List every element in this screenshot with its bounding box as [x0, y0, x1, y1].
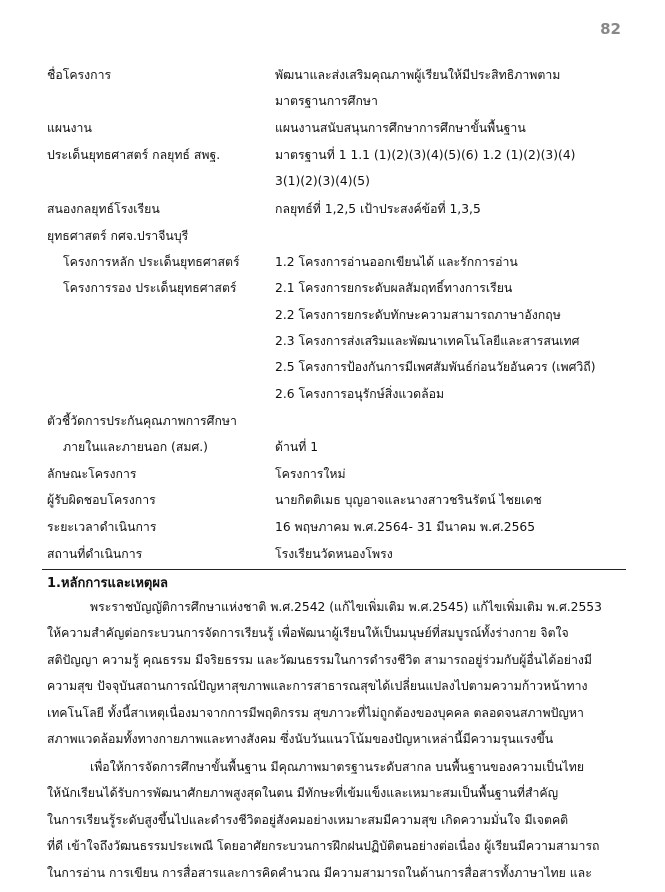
- paragraph-line: ที่ดี เข้าใจถึงวัฒนธรรมประเพณี โดยอาศัยกระบวนการฝึกฝนปฏิบัติตนอย่างต่อเนื่อง ผู้เรียนมีความสามารถ: [47, 839, 600, 854]
- info-row: [0, 544, 665, 570]
- info-value: แผนงานสนับสนุนการศึกษาการศึกษาขั้นพื้นฐาน: [275, 121, 526, 135]
- info-row: [0, 384, 665, 410]
- info-value: 2.1 โครงการยกระดับผลสัมฤทธิ์ทางการเรียน: [275, 281, 513, 295]
- info-label: สถานที่ดำเนินการ: [47, 547, 143, 561]
- paragraph-line: ในการเรียนรู้ระดับสูงขึ้นไปและดำรงชีวิตอยู่สังคมอย่างเหมาะสมมีความสุข เกิดความมั่นใจ มีเจตคติ: [47, 812, 569, 827]
- info-value: 2.5 โครงการป้องกันการมีเพศสัมพันธ์ก่อนวัยอันควร (เพศวิถี): [275, 360, 596, 374]
- info-row: [0, 118, 665, 144]
- info-label: ภายในและภายนอก (สมศ.): [63, 440, 208, 454]
- info-row: [0, 145, 665, 171]
- info-row: [0, 411, 665, 437]
- paragraph-line: ให้ความสำคัญต่อกระบวนการจัดการเรียนรู้ เพื่อพัฒนาผู้เรียนให้เป็นมนุษย์ที่สมบูรณ์ทั้งร่างกาย จิตใจ: [47, 626, 569, 641]
- info-label: แผนงาน: [47, 121, 92, 135]
- info-value: นายกิตติเมธ บุญอาจและนางสาวชรินรัตน์ ไชยเดช: [275, 493, 542, 507]
- paragraph-line: เพื่อให้การจัดการศึกษาขั้นพื้นฐาน มีคุณภาพมาตรฐานระดับสากล บนพื้นฐานของความเป็นไทย: [90, 760, 585, 774]
- info-row: [0, 490, 665, 516]
- info-row: [0, 464, 665, 490]
- paragraph-line: พระราชบัญญัติการศึกษาแห่งชาติ พ.ศ.2542 (แก้ไขเพิ่มเติม พ.ศ.2545) แก้ไขเพิ่มเติม พ.ศ.2553: [90, 600, 602, 614]
- info-value: มาตรฐานการศึกษา: [275, 94, 378, 108]
- paragraph-line: เทคโนโลยี ทั้งนี้สาเหตุเนื่องมาจากการมีพฤติกรรม สุขภาวะที่ไม่ถูกต้องของบุคคล ตลอดจนสภาพปัญหา: [47, 705, 584, 720]
- info-row: [0, 199, 665, 225]
- info-label: ยุทธศาสตร์ กศจ.ปราจีนบุรี: [47, 229, 189, 243]
- info-label: ประเด็นยุทธศาสตร์ กลยุทธ์ สพฐ.: [47, 148, 221, 162]
- paragraph-line: ในการอ่าน การเขียน การสื่อสารและการคิดคำนวณ มีความสามารถในด้านการสื่อสารทั้งภาษาไทย และ: [47, 865, 592, 880]
- info-label: ชื่อโครงการ: [47, 68, 112, 82]
- paragraph-line: ให้นักเรียนได้รับการพัฒนาศักยภาพสูงสุดในตน มีทักษะที่เข้มแข็งและเหมาะสมเป็นพื้นฐานที่สำคัญ: [47, 786, 559, 801]
- info-row: [0, 278, 665, 304]
- info-value: 2.2 โครงการยกระดับทักษะความสามารถภาษาอังกฤษ: [275, 308, 561, 322]
- paragraph-line: สติปัญญา ความรู้ คุณธรรม มีจริยธรรม และวัฒนธรรมในการดำรงชีวิต สามารถอยู่ร่วมกับผู้อื่นได้อย่างมี: [47, 652, 592, 667]
- info-label: ระยะเวลาดำเนินการ: [47, 520, 157, 534]
- info-row: [0, 171, 665, 197]
- info-value: ด้านที่ 1: [275, 440, 319, 454]
- info-row: [0, 437, 665, 463]
- info-label: ผู้รับผิดชอบโครงการ: [47, 493, 156, 507]
- info-value: 16 พฤษภาคม พ.ศ.2564- 31 มีนาคม พ.ศ.2565: [275, 520, 536, 534]
- info-row: [0, 252, 665, 278]
- paragraph-line: สภาพแวดล้อมทั้งทางกายภาพและทางสังคม ซึ่งนับวันแนวโน้มของปัญหาเหล่านี้มีความรุนแรงขึ้น: [47, 732, 554, 746]
- info-value: มาตรฐานที่ 1 1.1 (1)(2)(3)(4)(5)(6) 1.2 (1)(2)(3)(4): [275, 148, 576, 162]
- section-title: 1.หลักการและเหตุผล: [47, 576, 168, 591]
- section-divider: [42, 569, 626, 570]
- info-label: โครงการหลัก ประเด็นยุทธศาสตร์: [63, 255, 240, 269]
- info-label: โครงการรอง ประเด็นยุทธศาสตร์: [63, 281, 237, 295]
- info-row: [0, 517, 665, 543]
- info-label: ตัวชี้วัดการประกันคุณภาพการศึกษา: [47, 414, 237, 428]
- info-label: สนองกลยุทธ์โรงเรียน: [47, 202, 160, 216]
- info-row: [0, 65, 665, 91]
- info-value: 1.2 โครงการอ่านออกเขียนได้ และรักการอ่าน: [275, 255, 518, 269]
- info-row: [0, 91, 665, 117]
- info-value: 2.6 โครงการอนุรักษ์สิ่งแวดล้อม: [275, 387, 445, 401]
- info-value: โครงการใหม่: [275, 467, 346, 481]
- paragraph-line: ความสุข ปัจจุบันสถานการณ์ปัญหาสุขภาพและการสาธารณสุขได้เปลี่ยนแปลงไปตามความก้าวหน้าทาง: [47, 679, 588, 694]
- info-value: โรงเรียนวัดหนองโพรง: [275, 547, 393, 561]
- info-value: กลยุทธ์ที่ 1,2,5 เป้าประสงค์ข้อที่ 1,3,5: [275, 202, 481, 216]
- info-row: [0, 226, 665, 252]
- page-number: 82: [600, 20, 621, 38]
- info-row: [0, 305, 665, 331]
- info-row: [0, 357, 665, 383]
- info-value: 3(1)(2)(3)(4)(5): [275, 174, 370, 188]
- info-value: พัฒนาและส่งเสริมคุณภาพผู้เรียนให้มีประสิทธิภาพตาม: [275, 68, 561, 82]
- info-label: ลักษณะโครงการ: [47, 467, 137, 481]
- info-value: 2.3 โครงการส่งเสริมและพัฒนาเทคโนโลยีและสารสนเทศ: [275, 334, 580, 348]
- info-row: [0, 331, 665, 357]
